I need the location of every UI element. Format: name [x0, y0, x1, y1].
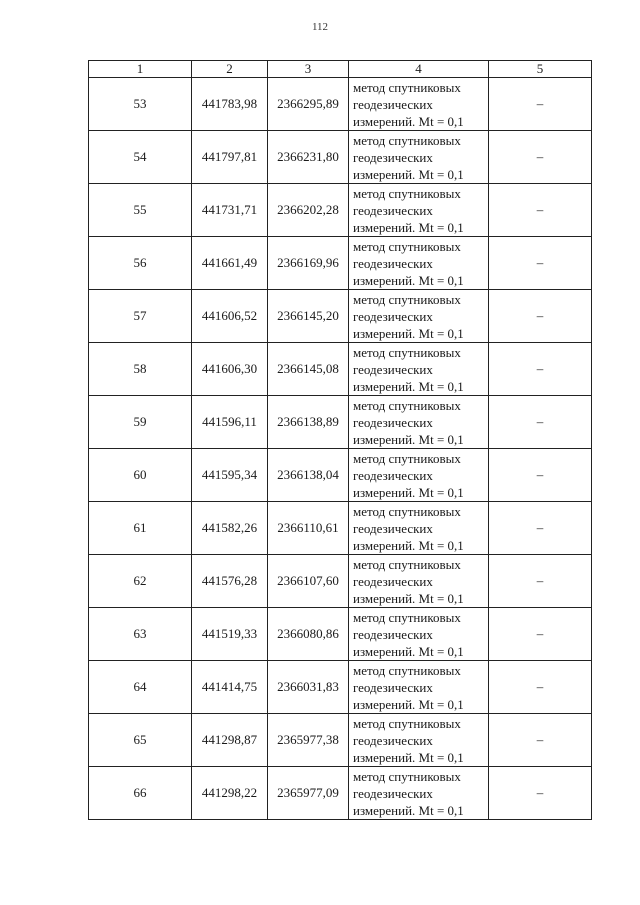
method-cell	[349, 184, 489, 237]
method-line: геодезических	[353, 255, 433, 271]
note-cell: –	[489, 78, 592, 131]
coordinates-table	[88, 60, 592, 820]
method-cell	[349, 661, 489, 714]
point-number-cell: 54	[89, 131, 192, 184]
method-line: геодезических	[353, 149, 433, 165]
method-line: геодезических	[353, 467, 433, 483]
point-number-cell: 59	[89, 396, 192, 449]
note-cell: –	[489, 555, 592, 608]
table-body	[89, 78, 592, 820]
method-line: метод спутниковых	[353, 609, 461, 625]
point-number-cell: 55	[89, 184, 192, 237]
table-row	[89, 502, 592, 555]
method-cell	[349, 343, 489, 396]
y-coordinate-cell: 2366145,20	[268, 290, 349, 343]
method-line: измерений. Mt = 0,1	[353, 696, 464, 712]
note-cell: –	[489, 608, 592, 661]
method-line: измерений. Mt = 0,1	[353, 749, 464, 765]
method-line: метод спутниковых	[353, 503, 461, 519]
x-coordinate-cell: 441576,28	[192, 555, 268, 608]
method-line: метод спутниковых	[353, 79, 461, 95]
method-line: измерений. Mt = 0,1	[353, 113, 464, 129]
method-cell	[349, 396, 489, 449]
note-cell: –	[489, 396, 592, 449]
method-line: измерений. Mt = 0,1	[353, 219, 464, 235]
method-line: геодезических	[353, 785, 433, 801]
x-coordinate-cell: 441582,26	[192, 502, 268, 555]
table-row	[89, 661, 592, 714]
method-line: измерений. Mt = 0,1	[353, 166, 464, 182]
y-coordinate-cell: 2366138,04	[268, 449, 349, 502]
y-coordinate-cell: 2366231,80	[268, 131, 349, 184]
table-row	[89, 608, 592, 661]
method-line: геодезических	[353, 679, 433, 695]
method-line: измерений. Mt = 0,1	[353, 484, 464, 500]
page-number: 112	[311, 21, 329, 33]
method-line: измерений. Mt = 0,1	[353, 431, 464, 447]
method-line: измерений. Mt = 0,1	[353, 643, 464, 659]
method-cell	[349, 131, 489, 184]
x-coordinate-cell: 441298,87	[192, 714, 268, 767]
method-line: геодезических	[353, 573, 433, 589]
note-cell: –	[489, 290, 592, 343]
method-line: метод спутниковых	[353, 397, 461, 413]
table-row	[89, 78, 592, 131]
method-line: измерений. Mt = 0,1	[353, 537, 464, 553]
x-coordinate-cell: 441606,30	[192, 343, 268, 396]
table-row	[89, 237, 592, 290]
method-line: метод спутниковых	[353, 291, 461, 307]
y-coordinate-cell: 2365977,09	[268, 767, 349, 820]
method-line: геодезических	[353, 414, 433, 430]
y-coordinate-cell: 2366295,89	[268, 78, 349, 131]
note-cell: –	[489, 237, 592, 290]
note-cell: –	[489, 502, 592, 555]
method-line: геодезических	[353, 732, 433, 748]
table-row	[89, 184, 592, 237]
y-coordinate-cell: 2365977,38	[268, 714, 349, 767]
method-line: метод спутниковых	[353, 132, 461, 148]
point-number-cell: 58	[89, 343, 192, 396]
method-cell	[349, 767, 489, 820]
method-line: метод спутниковых	[353, 344, 461, 360]
x-coordinate-cell: 441731,71	[192, 184, 268, 237]
header-col-1: 1	[89, 61, 192, 78]
x-coordinate-cell: 441519,33	[192, 608, 268, 661]
x-coordinate-cell: 441596,11	[192, 396, 268, 449]
method-line: измерений. Mt = 0,1	[353, 378, 464, 394]
table-row	[89, 555, 592, 608]
x-coordinate-cell: 441606,52	[192, 290, 268, 343]
method-line: измерений. Mt = 0,1	[353, 590, 464, 606]
y-coordinate-cell: 2366110,61	[268, 502, 349, 555]
method-cell	[349, 237, 489, 290]
table-row	[89, 396, 592, 449]
method-line: геодезических	[353, 308, 433, 324]
note-cell: –	[489, 449, 592, 502]
method-line: геодезических	[353, 626, 433, 642]
table-row	[89, 290, 592, 343]
method-cell	[349, 78, 489, 131]
table-row	[89, 767, 592, 820]
method-cell	[349, 714, 489, 767]
method-line: метод спутниковых	[353, 450, 461, 466]
method-line: геодезических	[353, 361, 433, 377]
point-number-cell: 57	[89, 290, 192, 343]
method-line: метод спутниковых	[353, 556, 461, 572]
method-line: метод спутниковых	[353, 768, 461, 784]
method-line: геодезических	[353, 520, 433, 536]
table-row	[89, 449, 592, 502]
method-line: метод спутниковых	[353, 715, 461, 731]
point-number-cell: 62	[89, 555, 192, 608]
point-number-cell: 60	[89, 449, 192, 502]
method-line: геодезических	[353, 96, 433, 112]
method-cell	[349, 290, 489, 343]
y-coordinate-cell: 2366169,96	[268, 237, 349, 290]
header-col-2: 2	[192, 61, 268, 78]
note-cell: –	[489, 184, 592, 237]
method-cell	[349, 608, 489, 661]
point-number-cell: 65	[89, 714, 192, 767]
point-number-cell: 61	[89, 502, 192, 555]
note-cell: –	[489, 343, 592, 396]
note-cell: –	[489, 714, 592, 767]
y-coordinate-cell: 2366202,28	[268, 184, 349, 237]
note-cell: –	[489, 767, 592, 820]
method-cell	[349, 502, 489, 555]
point-number-cell: 56	[89, 237, 192, 290]
table-header	[89, 61, 592, 78]
x-coordinate-cell: 441595,34	[192, 449, 268, 502]
y-coordinate-cell: 2366145,08	[268, 343, 349, 396]
note-cell: –	[489, 661, 592, 714]
method-cell	[349, 449, 489, 502]
method-line: измерений. Mt = 0,1	[353, 272, 464, 288]
x-coordinate-cell: 441661,49	[192, 237, 268, 290]
x-coordinate-cell: 441298,22	[192, 767, 268, 820]
y-coordinate-cell: 2366080,86	[268, 608, 349, 661]
y-coordinate-cell: 2366138,89	[268, 396, 349, 449]
header-row	[89, 61, 592, 78]
table-row	[89, 714, 592, 767]
header-col-4: 4	[349, 61, 489, 78]
method-line: метод спутниковых	[353, 185, 461, 201]
x-coordinate-cell: 441414,75	[192, 661, 268, 714]
x-coordinate-cell: 441797,81	[192, 131, 268, 184]
header-col-5: 5	[489, 61, 592, 78]
note-cell: –	[489, 131, 592, 184]
method-line: метод спутниковых	[353, 662, 461, 678]
point-number-cell: 64	[89, 661, 192, 714]
method-line: измерений. Mt = 0,1	[353, 802, 464, 818]
header-col-3: 3	[268, 61, 349, 78]
y-coordinate-cell: 2366031,83	[268, 661, 349, 714]
point-number-cell: 53	[89, 78, 192, 131]
method-cell	[349, 555, 489, 608]
table-row	[89, 131, 592, 184]
method-line: геодезических	[353, 202, 433, 218]
table-row	[89, 343, 592, 396]
point-number-cell: 66	[89, 767, 192, 820]
point-number-cell: 63	[89, 608, 192, 661]
y-coordinate-cell: 2366107,60	[268, 555, 349, 608]
method-line: метод спутниковых	[353, 238, 461, 254]
x-coordinate-cell: 441783,98	[192, 78, 268, 131]
method-line: измерений. Mt = 0,1	[353, 325, 464, 341]
